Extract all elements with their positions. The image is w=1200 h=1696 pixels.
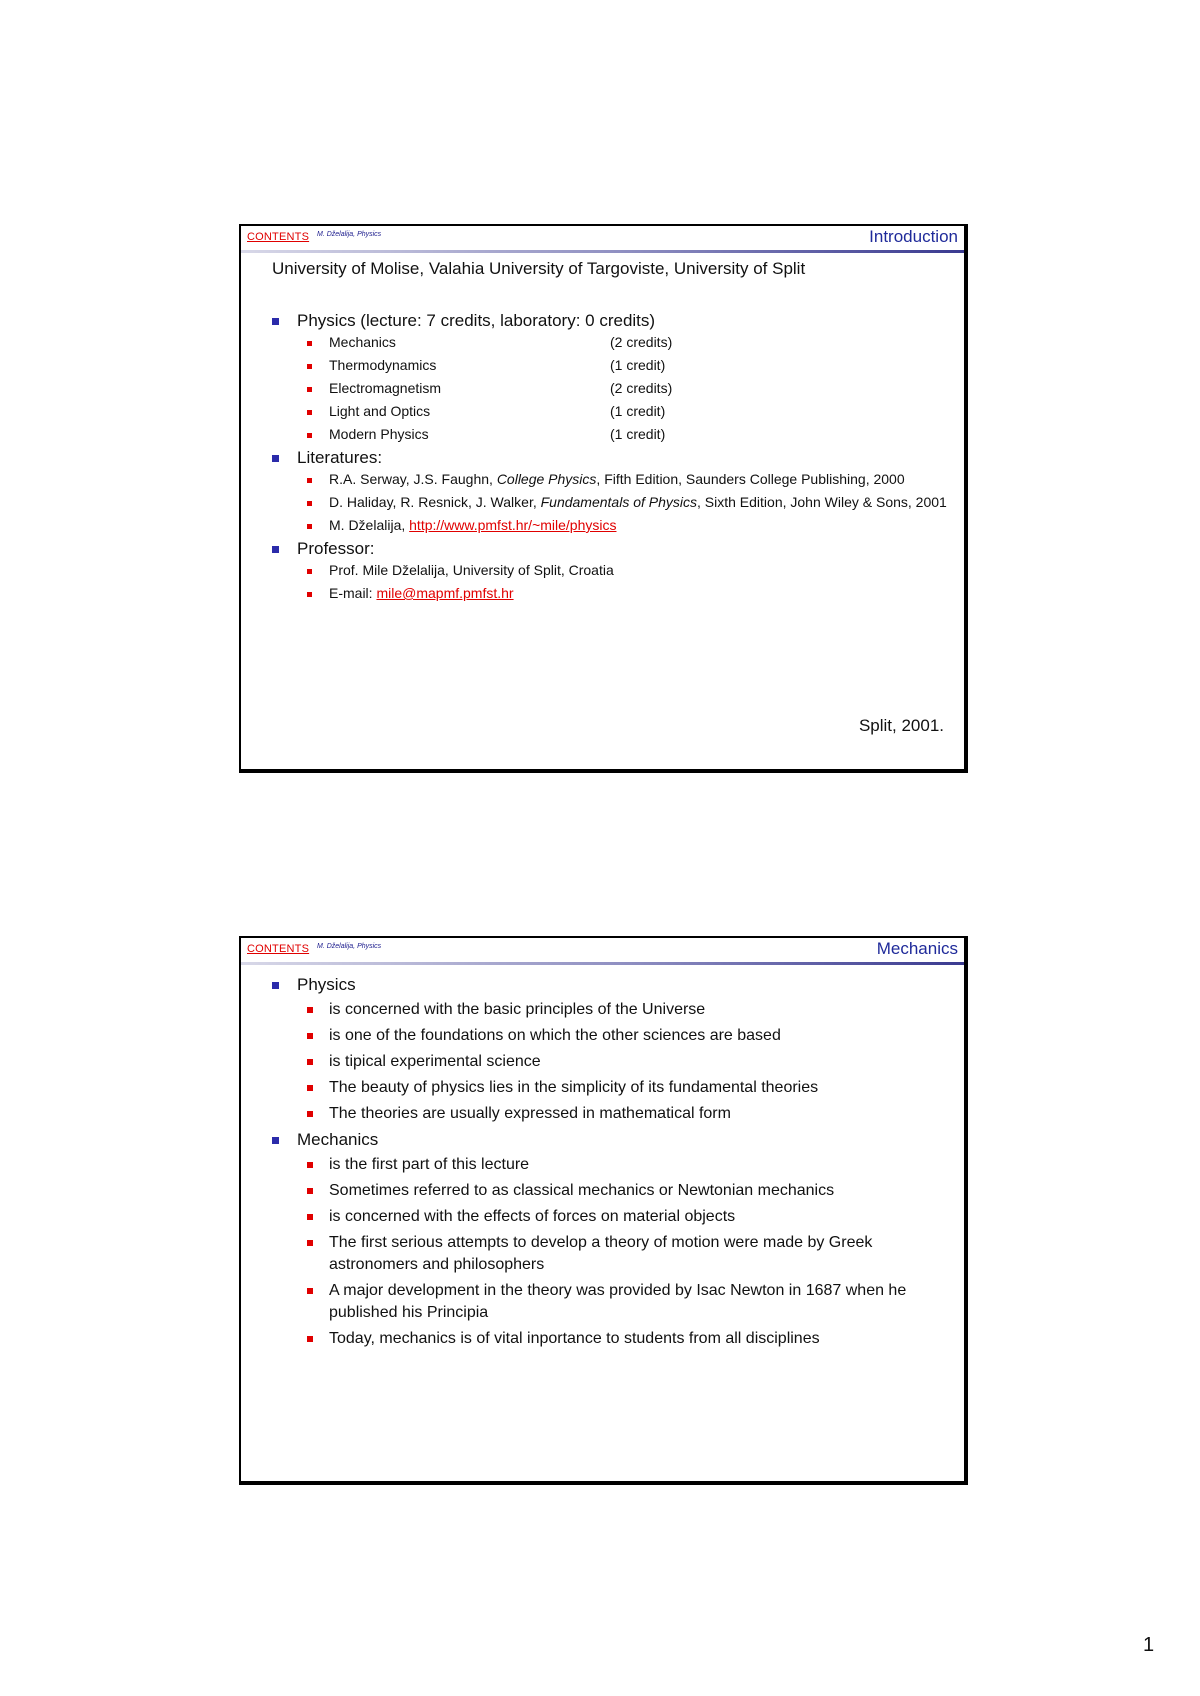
point-text: The first serious attempts to develop a theory of motion were made by Greek astronomers and philosophers <box>329 1234 873 1273</box>
list-item <box>297 1280 954 1324</box>
bullet-square-icon <box>307 1336 313 1342</box>
bullet-physics <box>267 974 954 1125</box>
author-label: M. Dželalija, Physics <box>317 231 382 238</box>
bullet-literatures <box>267 448 954 534</box>
list-item <box>297 1051 954 1073</box>
header-divider <box>241 962 964 965</box>
point-text: is tipical experimental science <box>329 1053 541 1070</box>
course-name: Light and Optics <box>329 403 431 419</box>
professor-name-item <box>297 561 954 579</box>
bullet-square-icon <box>307 1214 313 1220</box>
course-credits: (1 credit) <box>610 403 666 419</box>
literature-title: Fundamentals of Physics <box>540 494 698 510</box>
point-text: is concerned with the basic principles of the Universe <box>329 1001 706 1018</box>
literature-authors: D. Haliday, R. Resnick, J. Walker, <box>329 494 541 510</box>
bullet-square-icon <box>307 387 312 392</box>
bullet-physics-credits <box>267 311 954 443</box>
slide-bullet-list <box>267 311 954 607</box>
bullet-mechanics <box>267 1129 954 1350</box>
bullet-square-icon <box>307 1162 313 1168</box>
bullet-square-icon <box>307 569 312 574</box>
course-name: Modern Physics <box>329 426 429 442</box>
literature-item <box>297 470 954 488</box>
place-date: Split, 2001. <box>858 716 944 735</box>
bullet-square-icon <box>307 524 312 529</box>
bullet-square-icon <box>307 1007 313 1013</box>
bullet-label: Physics <box>297 975 356 994</box>
professor-email-item <box>297 584 954 602</box>
bullet-label: Mechanics <box>297 1130 379 1149</box>
literature-authors: R.A. Serway, J.S. Faughn, <box>329 471 497 487</box>
bullet-square-icon <box>272 546 279 553</box>
universities-line: University of Molise, Valahia University of Targoviste, University of Split <box>272 259 806 278</box>
bullet-square-icon <box>307 478 312 483</box>
list-item <box>297 1180 954 1202</box>
course-credits: (2 credits) <box>610 380 673 396</box>
bullet-square-icon <box>307 1033 313 1039</box>
point-text: Today, mechanics is of vital inportance to students from all disciplines <box>329 1330 820 1347</box>
bullet-label: Professor: <box>297 539 375 558</box>
course-name: Thermodynamics <box>329 357 437 373</box>
list-item <box>297 1328 954 1350</box>
professor-name: Prof. Mile Dželalija, University of Split, Croatia <box>329 562 614 578</box>
list-item <box>297 1077 954 1099</box>
course-name: Electromagnetism <box>329 380 442 396</box>
list-item <box>297 999 954 1021</box>
literature-title: College Physics <box>496 471 597 487</box>
page-number: 1 <box>1143 1634 1155 1656</box>
course-item <box>297 379 954 397</box>
email-label: E-mail: <box>329 585 377 601</box>
literature-details: , Fifth Edition, Saunders College Publishing, 2000 <box>596 471 905 487</box>
point-text: The beauty of physics lies in the simplicity of its fundamental theories <box>329 1079 819 1096</box>
contents-link[interactable]: CONTENTS <box>247 943 310 955</box>
bullet-square-icon <box>307 1059 313 1065</box>
bullet-square-icon <box>307 410 312 415</box>
slide-header <box>241 226 964 252</box>
list-item <box>297 1103 954 1125</box>
course-name: Mechanics <box>329 334 396 350</box>
mechanics-points <box>297 1154 954 1350</box>
literature-item <box>297 493 954 511</box>
bullet-square-icon <box>307 1085 313 1091</box>
course-item <box>297 402 954 420</box>
bullet-square-icon <box>307 433 312 438</box>
bullet-professor <box>267 539 954 602</box>
point-text: The theories are usually expressed in mathematical form <box>329 1105 731 1122</box>
bullet-square-icon <box>272 1137 279 1144</box>
course-item <box>297 333 954 351</box>
slide-title: Mechanics <box>876 939 958 958</box>
list-item <box>297 1025 954 1047</box>
bullet-square-icon <box>307 1188 313 1194</box>
slide-title: Introduction <box>869 227 958 246</box>
slide-header <box>241 938 964 964</box>
course-item <box>297 425 954 443</box>
bullet-square-icon <box>307 364 312 369</box>
bullet-square-icon <box>272 318 279 325</box>
bullet-square-icon <box>307 592 312 597</box>
slide-mechanics <box>239 936 968 1485</box>
list-item <box>297 1206 954 1228</box>
slide-bullet-list <box>267 974 954 1354</box>
point-text: is the first part of this lecture <box>329 1156 530 1173</box>
physics-website-link[interactable]: http://www.pmfst.hr/~mile/physics <box>409 517 617 533</box>
course-credits: (1 credit) <box>610 357 666 373</box>
author-label: M. Dželalija, Physics <box>317 943 382 950</box>
bullet-square-icon <box>307 1111 313 1117</box>
course-credits: (2 credits) <box>610 334 673 350</box>
list-item <box>297 1232 954 1276</box>
bullet-label: Literatures: <box>297 448 383 467</box>
physics-points <box>297 999 954 1125</box>
literature-list <box>297 470 954 534</box>
literature-details: , Sixth Edition, John Wiley & Sons, 2001 <box>697 494 947 510</box>
slide-introduction <box>239 224 968 773</box>
contents-link[interactable]: CONTENTS <box>247 231 310 243</box>
bullet-square-icon <box>272 455 279 462</box>
literature-authors: M. Dželalija, <box>329 517 410 533</box>
course-list <box>297 333 954 443</box>
point-text: A major development in the theory was provided by Isac Newton in 1687 when he published his Principia <box>329 1282 907 1321</box>
bullet-square-icon <box>307 341 312 346</box>
bullet-square-icon <box>307 1240 313 1246</box>
header-divider <box>241 250 964 253</box>
email-link[interactable]: mile@mapmf.pmfst.hr <box>376 585 514 601</box>
professor-list <box>297 561 954 602</box>
literature-item <box>297 516 954 534</box>
bullet-square-icon <box>307 1288 313 1294</box>
bullet-square-icon <box>307 501 312 506</box>
bullet-label: Physics (lecture: 7 credits, laboratory: 0 credits) <box>297 311 656 330</box>
bullet-square-icon <box>272 982 279 989</box>
point-text: Sometimes referred to as classical mechanics or Newtonian mechanics <box>329 1182 835 1199</box>
point-text: is one of the foundations on which the other sciences are based <box>329 1027 781 1044</box>
course-credits: (1 credit) <box>610 426 666 442</box>
list-item <box>297 1154 954 1176</box>
point-text: is concerned with the effects of forces on material objects <box>329 1208 736 1225</box>
course-item <box>297 356 954 374</box>
